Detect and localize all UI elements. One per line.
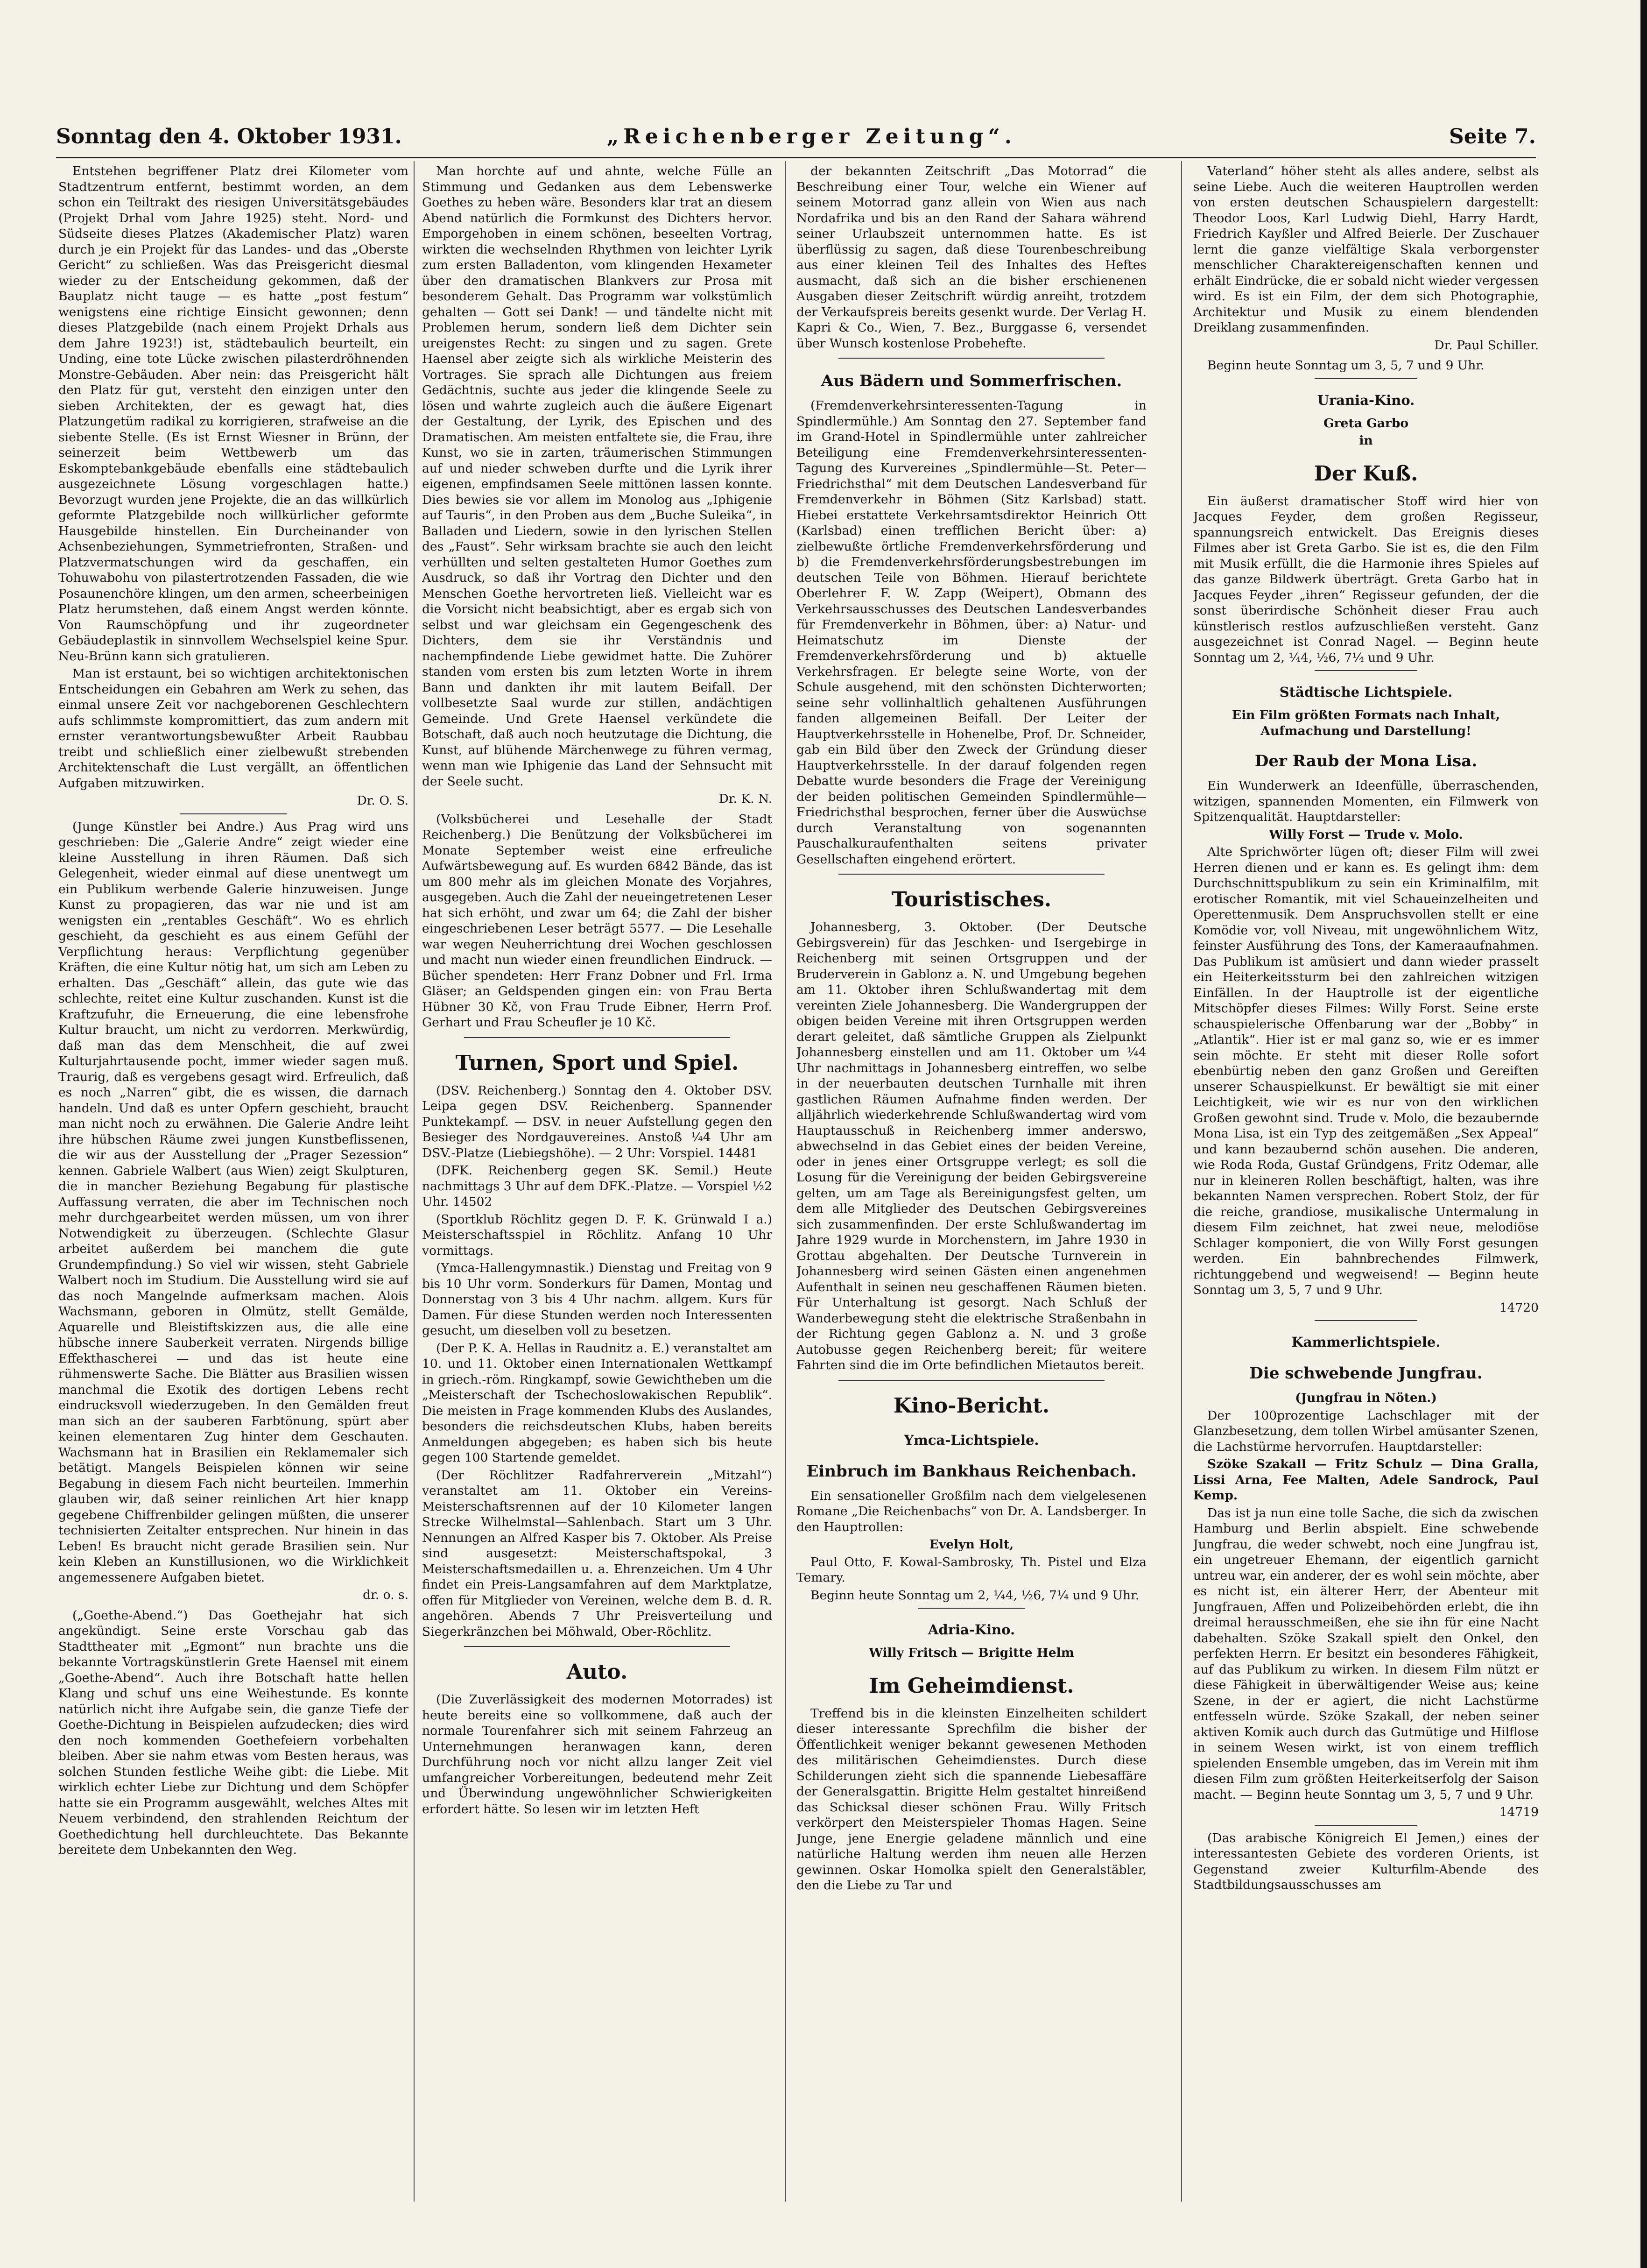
film-description: Alte Sprichwörter lügen oft; dieser Film will zwei Herren dienen und er kann es. Es gelingt ihm: dem Durchschnittspublikum zu sein ein Kriminalfilm, mit erotischer Romantik, mit viel Schaueinzelheiten und Operettenmusik. Dem Anspruchsvollen stellt er eine Komödie vor, voll Niveau, mit ungewöhnlichem Witz, feinster Ausführung des Tons, der Kameraaufnahmen. Das Publikum ist amüsiert und dann wieder prasselt ein Heiterkeitssturm bei den zahlreichen witzigen Einfällen. In der Hauptrolle ist der eigentliche Mitschöpfer dieses Filmes: Willy Forst. Seine erste schauspielerische Offenbarung war der „Bobby“ in „Atlantik“. Hier ist er mal ganz so, wie er es immer sein möchte. Er steht mit dieser Rolle sofort ebenbürtig neben den ganz Großen und Gereiften unserer Schauspielkunst. Er bewältigt sie mit einer Leichtigkeit, wie wir es nur von den wirklichen Großen gewohnt sind. Trude v. Molo, die bezaubernde Mona Lisa, ist ein Typ des zeitgemäßen „Sex Appeal“ und kann bezaubernd schön ausehen. Die anderen, wie Roda Roda, Gustaf Gründgens, Fritz Odemar, alle nur in kleineren Rollen beschäftigt, halten, was ihre bekannten Namen versprechen. Robert Stolz, der für die reiche, grandiose, musikalische Untermalung in diesem Film zeichnet, hat zwei neue, melodiöse Schlager komponiert, die von Willy Forst gesungen werden. Ein bahnbrechendes Filmwerk, richtunggebend und wegweisend! — Beginn heute Sonntag um 3, 5, 7 und 9 Uhr.: [1193, 845, 1539, 1297]
separator: [1315, 1320, 1417, 1321]
separator: [464, 1646, 730, 1647]
header-date: Sonntag den 4. Oktober 1931.: [56, 125, 402, 148]
article-paragraph: Man horchte auf und ahnte, welche Fülle an Stimmung und Gedanken aus dem Lebenswerke Goethes zu heben wäre. Besonders klar trat an diesem Abend natürlich die Formkunst des Dichters hervor. Emporgehoben in einem schönen, beseelten Vortrag, wirkten die wechselnden Rhythmen von leichter Lyrik zum ersten Balladenton, vom klingenden Hexameter über den dramatischen Blankvers zur Prosa mit besonderem Gehalt. Das Programm war volkstümlich gehalten — Gott sei Dank! — und tändelte nicht mit Problemen herum, sondern ließ dem Dichter sein ureigenstes Recht: zu singen und zu sagen. Grete Haensel aber zeigte sich als wirkliche Meisterin des Vortrages. Sie sprach alle Dichtungen aus freiem Gedächtnis, suchte aus jeder die klingende Seele zu lösen und wahrte zugleich auch die äußere Eigenart der Gestaltung, der Lyrik, des Epischen und des Dramatischen. Am meisten entfaltete sie, die Frau, ihre Kunst, wo sie in zarten, träumerischen Stimmungen auf und nieder schweben durfte und die Lyrik ihrer eigenen, empfindsamen Seele mittönen lassen konnte. Dies bewies sie vor allem im Monolog aus „Iphigenie auf Tauris“, in den Proben aus dem „Buche Suleika“, in Balladen und Liedern, sowie in den lyrischen Stellen des „Faust“. Sehr wirksam brachte sie auch den leicht verhüllten und selten gestalteten Humor Goethes zum Ausdruck, so daß ihr Vortrag den Dichter und den Menschen Goethe hervortreten ließ. Vielleicht war es die Vorsicht nicht beabsichtigt, aber es ergab sich von selbst und war gleichsam ein Gegengeschenk des Dichters, dem sie ihr Verständnis und nachempfindende Liebe gewidmet hatte. Die Zuhörer standen vom ersten bis zum letzten Worte in ihrem Bann und dankten ihr mit lautem Beifall. Der vollbesetzte Saal wurde zur stillen, andächtigen Gemeinde. Und Grete Haensel verkündete die Botschaft, daß auch noch heutzutage die Dichtung, die Kunst, auf blühende Märchenwege zu führen vermag, wenn man wie Iphigenie das Land der Sehnsucht mit der Seele sucht.: [422, 164, 772, 789]
separator: [918, 1608, 1025, 1609]
article-paragraph: Man ist erstaunt, bei so wichtigen architektonischen Entscheidungen ein Gebahren am Werk zu sehen, das einmal unsere Zeit vor nachgeborenen Geschlechtern aufs schlimmste kompromittiert, das zum andern mit ernster verantwortungsbewußter Arbeit Raubbau treibt und schließlich einer zielbewußt strebenden Architektenschaft die Lust vergällt, an öffentlichen Aufgaben mitzuwirken.: [58, 666, 408, 791]
film-stars: Willy Fritsch — Brigitte Helm: [869, 1646, 1074, 1660]
header-page-number: Seite 7.: [1449, 125, 1536, 148]
section-heading: Kino-Bericht.: [893, 1393, 1050, 1418]
film-description: Das ist ja nun eine tolle Sache, die sich da zwischen Hamburg und Berlin abspielt. Eine schwebende Jungfrau, die weder schwebt, noch eine Jungfrau ist, ein ungetreuer Ehemann, der eigentlich garnicht untreu war, ein anderer, der es wohl sein möchte, aber es nicht ist, ein älterer Herr, der Abenteur mit Jungfrauen, Affen und Polizeibehörden erlebt, die ihn dreimal herausschmeißen, ehe sie ihn für eine Nacht dabehalten. Szöke Szakall spielt den Onkel, den perfekten Herrn. Er besitzt ein besonderes Fähigkeit, auf das Publikum zu wirken. In diesem Film nützt er diese Fähigkeit in überwältigender Weise aus; keine Szene, in der er agiert, die nicht Lachstürme entfesseln würde. Szöke Szakall, der neben seiner aktiven Komik auch durch das Gutmütige und Hilflose in seinem Wesen wirkt, ist von einem trefflich spielenden Ensemble umgeben, das im Verein mit ihm diesen Film zum größten Heiterkeitserfolg der Saison macht. — Beginn heute Sonntag um 3, 5, 7 und 9 Uhr.: [1193, 1505, 1539, 1802]
film-star: Greta Garbo: [1323, 416, 1409, 431]
cinema-name: Urania-Kino.: [1317, 392, 1415, 408]
article-paragraph: (Das arabische Königreich El Jemen,) eines der interessantesten Gebiete des vorderen Orients, ist Gegenstand zweier Kulturfilm-Abende des Stadtbildungsausschusses am: [1193, 1830, 1539, 1892]
column-2: [422, 163, 772, 2209]
column-divider: [785, 161, 786, 2202]
article-paragraph: („Goethe-Abend.“) Das Goethejahr hat sich angekündigt. Seine erste Vorschau gab das Stadttheater mit „Egmont“ nun brachte uns die bekannte Vortragskünstlerin Grete Haensel mit einem „Goethe-Abend“. Auch ihre Botschaft hatte hellen Klang und schuf uns eine Weihestunde. Es konnte natürlich nicht ihre Aufgabe sein, die ganze Tiefe der Goethe-Dichtung in Beispielen aufzudecken; dies wird den noch kommenden Goethefeiern vorbehalten bleiben. Aber sie nahm etwas vom Besten heraus, was solchen Stunden festliche Weihe gibt: die Liebe. Mit wirklich echter Liebe zur Dichtung und dem Schöpfer hatte sie ein Programm ausgewählt, welches Altes mit Neuem verbindend, den strahlenden Reichtum der Goethedichtung hell durchleuchtete. Das Bekannte bereitete dem Unbekannten den Weg.: [58, 1608, 408, 1857]
film-title: Einbruch im Bankhaus Reichenbach.: [806, 1462, 1137, 1481]
film-star: Evelyn Holt,: [929, 1537, 1014, 1552]
article-paragraph: Entstehen begriffener Platz drei Kilometer vom Stadtzentrum entfernt, bestimmt worden, an dem schon ein Teiltrakt des riesigen Universitätsgebäudes (Projekt Drhal vom Jahre 1925) steht. Nord- und Südseite dieses Platzes (Akademischer Platz) waren durch je ein Projekt für das Landes- und das „Oberste Gericht“ zu schließen. Was das Preisgericht diesmal wieder zu der Entscheidung gekommen, daß der Bauplatz nicht tauge — es hatte „post festum“ wenigstens eine richtige Einsicht gewonnen; denn dieses Platzgebilde (nach einem Projekt Drhals aus dem Jahre 1923!) ist, städtebaulich beurteilt, ein Unding, eine tote Lücke zwischen pilasterdröhnenden Monstre-Gebäuden. Aber nein: das Preisgericht hält den Platz für gut, versteht den einzigen unter den sieben Architekten, der es gewagt hat, dies Platzungetüm radikal zu korrigieren, strafweise an die siebente Stelle. (Es ist Ernst Wiesner in Brünn, der seinerzeit beim Wettbewerb um das Eskomptebankgebäude ebenfalls eine städtebaulich ausgezeichnete Lösung vorgeschlagen hatte.) Bevorzugt wurden jene Projekte, die an das willkürlich geformte Platzgebilde noch willkürlicher geformte Hausgebilde hinstellen. Ein Durcheinander von Achsenbeziehungen, Symmetriefronten, Straßen- und Platzvermatschungen wird da geschaffen, ein Tohuwabohu von pilastertrotzenden Fassaden, die wie Posaunenchöre klingen, um den armen, scheerbeinigen Platz herumstehen, daß einem Angst werden könnte. Von Raumschöpfung und ihr zugeordneter Gebäudeplastik in sinnvollem Wechselspiel keine Spur. Neu-Brünn kann sich gratulieren.: [58, 164, 408, 664]
separator: [1315, 670, 1417, 671]
article-paragraph: (Ymca-Hallengymnastik.) Dienstag und Freitag von 9 bis 10 Uhr vorm. Sonderkurs für Damen, Montag und Donnerstag von 3 bis 4 Uhr nachm. allgem. Kurs für Damen. Für diese Stunden werden noch Interessenten gesucht, um dieselben voll zu besetzen.: [422, 1261, 772, 1338]
film-title: Die schwebende Jungfrau.: [1249, 1364, 1483, 1383]
article-paragraph: (Der Röchlitzer Radfahrerverein „Mitzahl“) veranstaltet am 11. Oktober ein Vereins-Meisterschaftsrennen auf der 10 Kilometer langen Strecke Wilhelmstal—Sahlenbach. Start um 3 Uhr. Nennungen an Alfred Kasper bis 7. Oktober. Als Preise sind ausgesetzt: Meisterschaftspokal, 3 Meisterschaftsmedaillen u. a. Ehrenzeichen. Um 4 Uhr findet ein Preis-Langsamfahren auf dem Marktplatze, offen für Mitglieder von Vereinen, welche dem B. d. R. angehören. Abends 7 Uhr Preisverteilung und Siegerkränzchen bei Möhwald, Ober-Röchlitz.: [422, 1468, 772, 1639]
article-paragraph: (Die Zuverlässigkeit des modernen Motorrades) ist heute bereits eine so vollkommene, daß auch der normale Tourenfahrer sich mit seinem Fahrzeug an Unternehmungen heranwagen kann, deren Durchführung noch vor nicht allzu langer Zeit viel umfangreicher Vorbereitungen, bedeutend mehr Zeit und Überwindung ungewöhnlicher Schwierigkeiten erfordert hätte. So lesen wir im letzten Heft: [422, 1692, 772, 1816]
film-description: Ein Wunderwerk an Ideenfülle, überraschenden, witzigen, spannenden Momenten, ein Filmwerk von Spitzenqualität. Hauptdarsteller:: [1193, 778, 1539, 824]
column-divider: [414, 161, 415, 2202]
article-paragraph: der bekannten Zeitschrift „Das Motorrad“ die Beschreibung einer Tour, welche ein Wiener auf seinem Motorrad ganz allein von Wien aus nach Nordafrika und bis an den Rand der Sahara während seiner Urlaubszeit unternommen hatte. Es ist überflüssig zu sagen, daß diese Tourenbeschreibung aus einer kleinen Teil des Inhaltes des Heftes ausmacht, daß sich an die bisher erschienenen Ausgaben dieser Zeitschrift würdig anreiht, trotzdem der Verkaufspreis bereits gesenkt wurde. Der Verlag H. Kapri & Co., Wien, 7. Bez., Burggasse 6, versendet über Wunsch kostenlose Probehefte.: [796, 164, 1147, 351]
column-divider: [1181, 161, 1182, 2202]
author-signature: Dr. K. N.: [718, 791, 772, 806]
film-description: Vaterland“ höher steht als alles andere, selbst als seine Liebe. Auch die weiteren Hauptrollen werden von ersten deutschen Schauspielern dargestellt: Theodor Loos, Karl Ludwig Diehl, Harry Hardt, Friedrich Kayßler und Alfred Beierle. Der Zuschauer lernt die ganze vielfältige Skala verborgenster menschlicher Charaktereigenschaften kennen und erhält Eindrücke, die er sobald nicht wieder vergessen wird. Es ist ein Film, der dem sich Photographie, Architektur und Musik zu einem blendenden Dreiklang zusammenfinden.: [1193, 164, 1539, 335]
separator: [180, 813, 287, 814]
ad-code: 14720: [1499, 1300, 1539, 1315]
film-description: Ein äußerst dramatischer Stoff wird hier von Jacques Feyder, dem großen Regisseur, spannungsreich entwickelt. Das Ereignis dieses Filmes aber ist Greta Garbo. Sie ist es, die den Film mit Musik erfüllt, die die Harmonie ihres Spieles auf das ganze Bildwerk überträgt. Greta Garbo hat in Jacques Feyder „ihren“ Regisseur gefunden, der die sonst überirdische Schönheit dieser Frau auch künstlerisch restlos aufzuschließen versteht. Ganz ausgezeichnet ist Conrad Nagel. — Beginn heute Sonntag um 2, ¼4, ½6, 7¼ und 9 Uhr.: [1193, 494, 1539, 665]
separator: [838, 1380, 1105, 1381]
separator: [1315, 1825, 1417, 1826]
separator: [1315, 378, 1417, 379]
section-heading: Turnen, Sport und Spiel.: [455, 1051, 739, 1075]
cinema-name: Städtische Lichtspiele.: [1279, 684, 1453, 700]
section-heading: Aus Bädern und Sommerfrischen.: [821, 372, 1122, 390]
film-star-in: in: [1359, 433, 1373, 448]
column-1: [58, 163, 408, 2209]
article-paragraph: (Sportklub Röchlitz gegen D. F. K. Grünwald I a.) Meisterschaftsspiel in Röchlitz. Anfang 10 Uhr vormittags.: [422, 1212, 772, 1258]
article-paragraph: (Volksbücherei und Lesehalle der Stadt Reichenberg.) Die Benützung der Volksbücherei im Monate September weist eine erfreuliche Aufwärtsbewegung auf. Es wurden 6842 Bände, das ist um 800 mehr als im gleichen Monate des Vorjahres, ausgegeben. Auch die Zahl der neueingetretenen Leser hat sich erhöht, und zwar um 64; die Zahl der bisher eingeschriebenen Leser beträgt 5577. — Die Lesehalle war wegen Neuherrichtung drei Wochen geschlossen und macht nun wieder einen freundlichen Eindruck. — Bücher spendeten: Herr Franz Dobner und Frl. Irma Gläser; an Geldspenden gingen ein: von Frau Berta Hübner 30 Kč, von Frau Trude Eibner, Herrn Prof. Gerhart und Frau Scheufler je 10 Kč.: [422, 812, 772, 1030]
section-heading: Auto.: [566, 1660, 628, 1684]
article-paragraph: (DSV. Reichenberg.) Sonntag den 4. Oktober DSV. Leipa gegen DSV. Reichenberg. Spannender Punktekampf. — DSV. in neuer Aufstellung gegen den Besieger des Nordgauvereines. Anstoß ¼4 Uhr am DSV.-Platze (Liebiegshöhe). — 2 Uhr: Vorspiel. 14481: [422, 1083, 772, 1160]
film-cast: Szöke Szakall — Fritz Schulz — Dina Gralla, Lissi Arna, Fee Malten, Adele Sandrock, Paul Kemp.: [1193, 1457, 1539, 1503]
showtimes: Beginn heute Sonntag um 3, 5, 7 und 9 Uhr.: [1207, 358, 1485, 373]
author-signature: Dr. O. S.: [357, 793, 408, 808]
film-description: Der 100prozentige Lachschlager mit der Glanzbesetzung, dem tollen Wirbel amüsanter Szenen, die Lachstürme hervorrufen. Hauptdarsteller:: [1193, 1408, 1539, 1454]
separator: [838, 358, 1105, 359]
article-paragraph: (Junge Künstler bei Andre.) Aus Prag wird uns geschrieben: Die „Galerie Andre“ zeigt wieder eine kleine Ausstellung in ihren Räumen. Daß sich Gelegenheit, wieder einmal auf diese unentwegt um ein Publikum werbende Galerie hinzuweisen. Junge Kunst zu propagieren, das war nie und ist am wenigsten ein „rentables Geschäft“. Wo es ehrlich geschieht, da geschieht es aus einem Gefühl der Verpflichtung heraus: Verpflichtung gegenüber Kräften, die eine Kultur nötig hat, um sich am Leben zu erhalten. Das „Geschäft“ allein, das gute wie das schlechte, reitet eine Kultur zuschanden. Kunst ist die Kraftzufuhr, die Erneuerung, die eine lebensfrohe Kultur braucht, um nicht zu verdorren. Merkwürdig, daß man das dem Menschheit, die auf zwei Kulturjahrtausende pocht, immer wieder sagen muß. Traurig, daß es vergebens gesagt wird. Erfreulich, daß es noch „Narren“ gibt, die es wissen, die darnach handeln. Und daß es unter Opfern geschieht, braucht man nicht noch zu erwähnen. Die Galerie Andre leiht ihre hübschen Räume zwei jungen Kunstbeflissenen, die wir aus der Ausstellung der „Prager Sezession“ kennen. Gabriele Walbert (aus Wien) zeigt Skulpturen, die in mancher Beziehung Begabung für plastische Auffassung verraten, die aber im Technischen noch mehr durchgearbeitet werden müssen, um von ihrer Notwendigkeit zu überzeugen. (Schlechte Glasur arbeitet außerdem bei manchem die gute Grundempfindung.) So viel wir wissen, steht Gabriele Walbert noch im Studium. Die Ausstellung wird sie auf das noch Mangelnde aufmerksam machen. Alois Wachsmann, geboren in Olmütz, stellt Gemälde, Aquarelle und Bleistiftskizzen aus, die alle eine hübsche innere Sauberkeit verraten. Nirgends billige Effekthascherei — und das ist heute eine rühmenswerte Sache. Die Blätter aus Brasilien wissen manchmal die Exotik des dortigen Lebens recht eindrucksvoll wiederzugeben. In den Gemälden freut man sich an der sauberen Farbtönung, spürt aber keinen elementaren Zug hinter dem Geschauten. Wachsmann hat in Brasilien ein Reklamemaler sich betätigt. Mangels Beispielen können wir seine Begabung in diesem Fach nicht beurteilen. Immerhin glauben wir, daß seiner reinlichen Art hier knapp gegebene Chiffrenbilder gelingen müßten, die unserer technisierten Zeitalter entsprechen. Nur hinein in das Leben! Es braucht nicht gerade Brasilien sein. Nur kein Kleben an Kunstillusionen, wo die Wirklichkeit angemessenere Aufgaben bietet.: [58, 819, 408, 1585]
column-4: [1193, 163, 1539, 2209]
film-subheading: Ein Film größten Formats nach Inhalt, Aufmachung und Darstellung!: [1232, 708, 1500, 738]
film-subtitle: (Jungfrau in Nöten.): [1295, 1391, 1437, 1405]
header-rule: [56, 157, 1536, 158]
author-signature: dr. o. s.: [363, 1588, 408, 1602]
film-title: Der Kuß.: [1314, 461, 1418, 486]
article-paragraph: (Der P. K. A. Hellas in Raudnitz a. E.) veranstaltet am 10. und 11. Oktober einen Internationalen Wettkampf in griech.-röm. Ringkampf, sowie Gewichtheben um die „Meisterschaft der Tschechoslowakischen Republik“. Die meisten in Frage kommenden Klubs des Auslandes, besonders die reichsdeutschen Klubs, haben bereits Anmeldungen abgegeben; es haben sich bis heute gegen 100 Startende gemeldet.: [422, 1341, 772, 1465]
film-title: Der Raub der Mona Lisa.: [1254, 752, 1478, 770]
film-description: Treffend bis in die kleinsten Einzelheiten schildert dieser interessante Sprechfilm die bisher der Öffentlichkeit weniger bekannt gewesenen Methoden des militärischen Geheimdienstes. Durch diese Schilderungen zieht sich die spannende Liebesaffäre der Generalsgattin. Brigitte Helm gestaltet hinreißend das Schicksal dieser schönen Frau. Willy Fritsch verkörpert den Meisterspieler Thomas Hagen. Seine Junge, jene Energie geladene männlich und eine natürliche Haltung werden ihm neuen alle Herzen gewinnen. Oskar Homolka spielt den Generalstäbler, den die Liebe zu Tar und: [796, 1706, 1147, 1893]
separator: [838, 874, 1105, 875]
author-signature: Dr. Paul Schiller.: [1434, 338, 1539, 353]
cinema-name: Kammerlichtspiele.: [1291, 1334, 1441, 1350]
header-newspaper-title: „Reichenberger Zeitung“.: [607, 125, 1017, 148]
page-header: [56, 120, 1536, 153]
article-paragraph: (Fremdenverkehrsinteressenten-Tagung in Spindlermühle.) Am Sonntag den 27. September fand im Grand-Hotel in Spindlermühle unter zahlreicher Beteiligung eine Fremdenverkehrsinteressenten-Tagung des Kurvereines „Spindlermühle—St. Peter—Friedrichsthal“ mit dem Deutschen Landesverband für Fremdenverkehr in Böhmen (Sitz Karlsbad) statt. Hiebei erstattete Verkehrsamtsdirektor Heinrich Ott (Karlsbad) einen trefflichen Bericht über: a) zielbewußte örtliche Fremdenverkehrsförderung und b) die Fremdenverkehrsförderungsbestrebungen im deutschen Teile von Böhmen. Hierauf berichtete Oberlehrer F. W. Zapp (Weipert), Obmann des Verkehrsausschusses des Deutschen Landesverbandes für Fremdenverkehr in Böhmen, über: a) Natur- und Heimatschutz im Dienste der Fremdenverkehrsförderung und b) aktuelle Verkehrsfragen. Er belegte seine Worte, von der Schule ausgehend, mit den schönsten Dichterworten; seine sehr vollinhaltlich gehaltenen Ausführungen fanden allgemeinen Beifall. Der Leiter der Hauptverkehrsstelle in Hohenelbe, Prof. Dr. Schneider, gab ein Bild über den Zweck der Gründung dieser Hauptverkehrsstelle. In der darauf folgenden regen Debatte wurde besonders die Frage der Vereinigung der beiden politischen Gemeinden Spindlermühle—Friedrichsthal besprochen, ferner über die Auswüchse durch Veranstaltung von sogenannten Pauschalkuraufenthalten seitens privater Gesellschaften eingehend erörtert.: [796, 398, 1147, 867]
article-paragraph: (DFK. Reichenberg gegen SK. Semil.) Heute nachmittags 3 Uhr auf dem DFK.-Platze. — Vorspiel ½2 Uhr. 14502: [422, 1163, 772, 1209]
cinema-name: Adria-Kino.: [928, 1622, 1015, 1638]
film-stars: Willy Forst — Trude v. Molo.: [1269, 827, 1463, 842]
film-title: Im Geheimdienst.: [869, 1674, 1074, 1698]
film-cast: Paul Otto, F. Kowal-Sambrosky, Th. Pistel und Elza Temary.: [796, 1554, 1147, 1585]
separator: [464, 1037, 730, 1038]
section-heading: Touristisches.: [891, 888, 1052, 911]
cinema-name: Ymca-Lichtspiele.: [904, 1432, 1039, 1448]
column-3: [796, 163, 1147, 2209]
scan-edge: [1640, 0, 1647, 2268]
showtimes: Beginn heute Sonntag um 2, ¼4, ½6, 7¼ und 9 Uhr.: [810, 1588, 1140, 1603]
ad-code: 14719: [1499, 1805, 1539, 1819]
film-description: Ein sensationeller Großfilm nach dem vielgelesenen Romane „Die Reichenbachs“ von Dr. A. Landsberger. In den Hauptrollen:: [796, 1488, 1147, 1534]
article-paragraph: Johannesberg, 3. Oktober. (Der Deutsche Gebirgsverein) für das Jeschken- und Isergebirge in Reichenberg mit seinen Ortsgruppen und der Bruderverein in Gablonz a. N. und Umgebung begehen am 11. Oktober ihren Schlußwandertag mit dem vereinten Ziele Johannesberg. Die Wandergruppen der obigen beiden Vereine mit ihren Ortsgruppen werden derart geleitet, daß sämtliche Gruppen als Zielpunkt Johannesberg einstellen und am 11. Oktober um ¼4 Uhr nachmittags in Johannesberg eintreffen, wo selbe in der neuerbauten deutschen Turnhalle mit ihren gastlichen Räumen Aufnahme finden werden. Der alljährlich wiederkehrende Schlußwandertag wird vom Hauptausschuß in Reichenberg immer anderswo, abwechselnd in das Gebiet eines der beiden Vereine, oder in jenes einer Ortsgruppe verlegt; es soll die Losung für die Vereinigung der beiden Gebirgsvereine gelten, um am Tage als Bereinigungsfest gelten, um dem alle Mitglieder des Deutschen Gebirgsvereines sich zusammenfinden. Der erste Schlußwandertag im Jahre 1929 wurde in Morchenstern, im Jahre 1930 in Grottau abgehalten. Der Deutsche Turnverein in Johannesberg wird seinen Gästen einen angenehmen Aufenthalt in seinen neu geschaffenen Räumen bieten. Für Unterhaltung ist gesorgt. Nach Schluß der Wanderbewegung steht die elektrische Straßenbahn in der Richtung gegen Gablonz a. N. und 3 große Autobusse gegen Reichenberg bereit; für weitere Fahrten sind die im Orte befindlichen Mietautos bereit.: [796, 920, 1147, 1372]
